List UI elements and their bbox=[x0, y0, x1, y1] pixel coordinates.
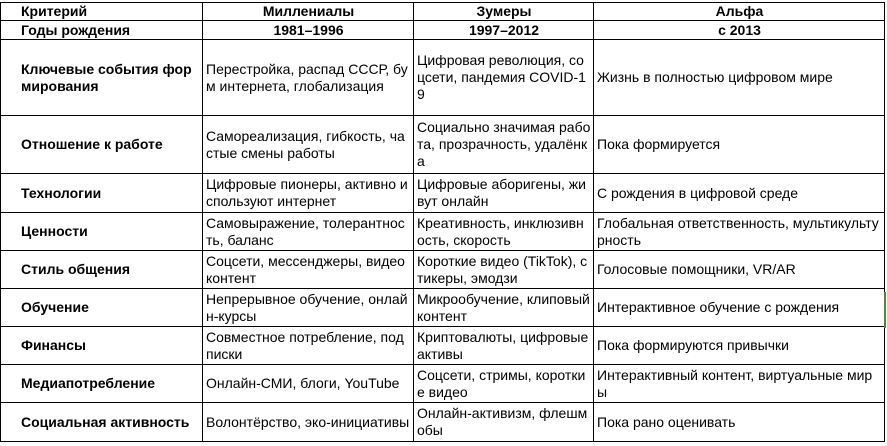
zoomers-cell: Цифровая революция, соцсети, пандемия COVID-19 bbox=[414, 40, 594, 116]
table-row bbox=[1, 116, 885, 174]
alpha-cell: Глобальная ответственность, мультикультурность bbox=[594, 213, 885, 251]
criterion-cell: Технологии bbox=[1, 174, 203, 213]
years-millennials: 1981–1996 bbox=[203, 21, 414, 40]
criterion-cell: Ключевые события формирования bbox=[1, 40, 203, 116]
header-criterion: Критерий bbox=[1, 3, 203, 21]
years-zoomers: 1997–2012 bbox=[414, 21, 594, 40]
alpha-cell: Пока формируется bbox=[594, 116, 885, 174]
header-row bbox=[1, 3, 885, 21]
zoomers-cell: Онлайн-активизм, флешмобы bbox=[414, 403, 594, 442]
zoomers-cell: Соцсети, стримы, короткие видео bbox=[414, 365, 594, 403]
criterion-cell: Ценности bbox=[1, 213, 203, 251]
millennials-cell: Самовыражение, толерантность, баланс bbox=[203, 213, 414, 251]
generations-table bbox=[0, 2, 885, 442]
criterion-cell: Отношение к работе bbox=[1, 116, 203, 174]
millennials-cell: Соцсети, мессенджеры, видеоконтент bbox=[203, 251, 414, 289]
criterion-cell: Финансы bbox=[1, 327, 203, 365]
table-row bbox=[1, 365, 885, 403]
millennials-cell: Онлайн-СМИ, блоги, YouTube bbox=[203, 365, 414, 403]
alpha-cell: Пока рано оценивать bbox=[594, 403, 885, 442]
zoomers-cell: Цифровые аборигены, живут онлайн bbox=[414, 174, 594, 213]
green-edge-marker bbox=[884, 292, 886, 328]
millennials-cell: Совместное потребление, подписки bbox=[203, 327, 414, 365]
alpha-cell: Интерактивное обучение с рождения bbox=[594, 289, 885, 327]
alpha-cell: Интерактивный контент, виртуальные миры bbox=[594, 365, 885, 403]
zoomers-cell: Микрообучение, клиповый контент bbox=[414, 289, 594, 327]
zoomers-cell: Креативность, инклюзивность, скорость bbox=[414, 213, 594, 251]
alpha-cell: Жизнь в полностью цифровом мире bbox=[594, 40, 885, 116]
millennials-cell: Цифровые пионеры, активно используют интернет bbox=[203, 174, 414, 213]
table-row bbox=[1, 213, 885, 251]
years-row bbox=[1, 21, 885, 40]
millennials-cell: Перестройка, распад СССР, бум интернета, глобализация bbox=[203, 40, 414, 116]
table-row bbox=[1, 251, 885, 289]
zoomers-cell: Криптовалюты, цифровые активы bbox=[414, 327, 594, 365]
criterion-cell: Социальная активность bbox=[1, 403, 203, 442]
table-row bbox=[1, 403, 885, 442]
alpha-cell: Пока формируются привычки bbox=[594, 327, 885, 365]
criterion-cell: Медиапотребление bbox=[1, 365, 203, 403]
millennials-cell: Непрерывное обучение, онлайн-курсы bbox=[203, 289, 414, 327]
zoomers-cell: Короткие видео (TikTok), стикеры, эмодзи bbox=[414, 251, 594, 289]
criterion-cell: Стиль общения bbox=[1, 251, 203, 289]
header-millennials: Миллениалы bbox=[203, 3, 414, 21]
header-alpha: Альфа bbox=[594, 3, 885, 21]
millennials-cell: Волонтёрство, эко-инициативы bbox=[203, 403, 414, 442]
zoomers-cell: Социально значимая работа, прозрачность, удалёнка bbox=[414, 116, 594, 174]
header-zoomers: Зумеры bbox=[414, 3, 594, 21]
years-alpha: с 2013 bbox=[594, 21, 885, 40]
millennials-cell: Самореализация, гибкость, частые смены работы bbox=[203, 116, 414, 174]
table-row bbox=[1, 289, 885, 327]
alpha-cell: С рождения в цифровой среде bbox=[594, 174, 885, 213]
table-row bbox=[1, 174, 885, 213]
table-row bbox=[1, 40, 885, 116]
criterion-cell: Обучение bbox=[1, 289, 203, 327]
table-row bbox=[1, 327, 885, 365]
years-label: Годы рождения bbox=[1, 21, 203, 40]
alpha-cell: Голосовые помощники, VR/AR bbox=[594, 251, 885, 289]
